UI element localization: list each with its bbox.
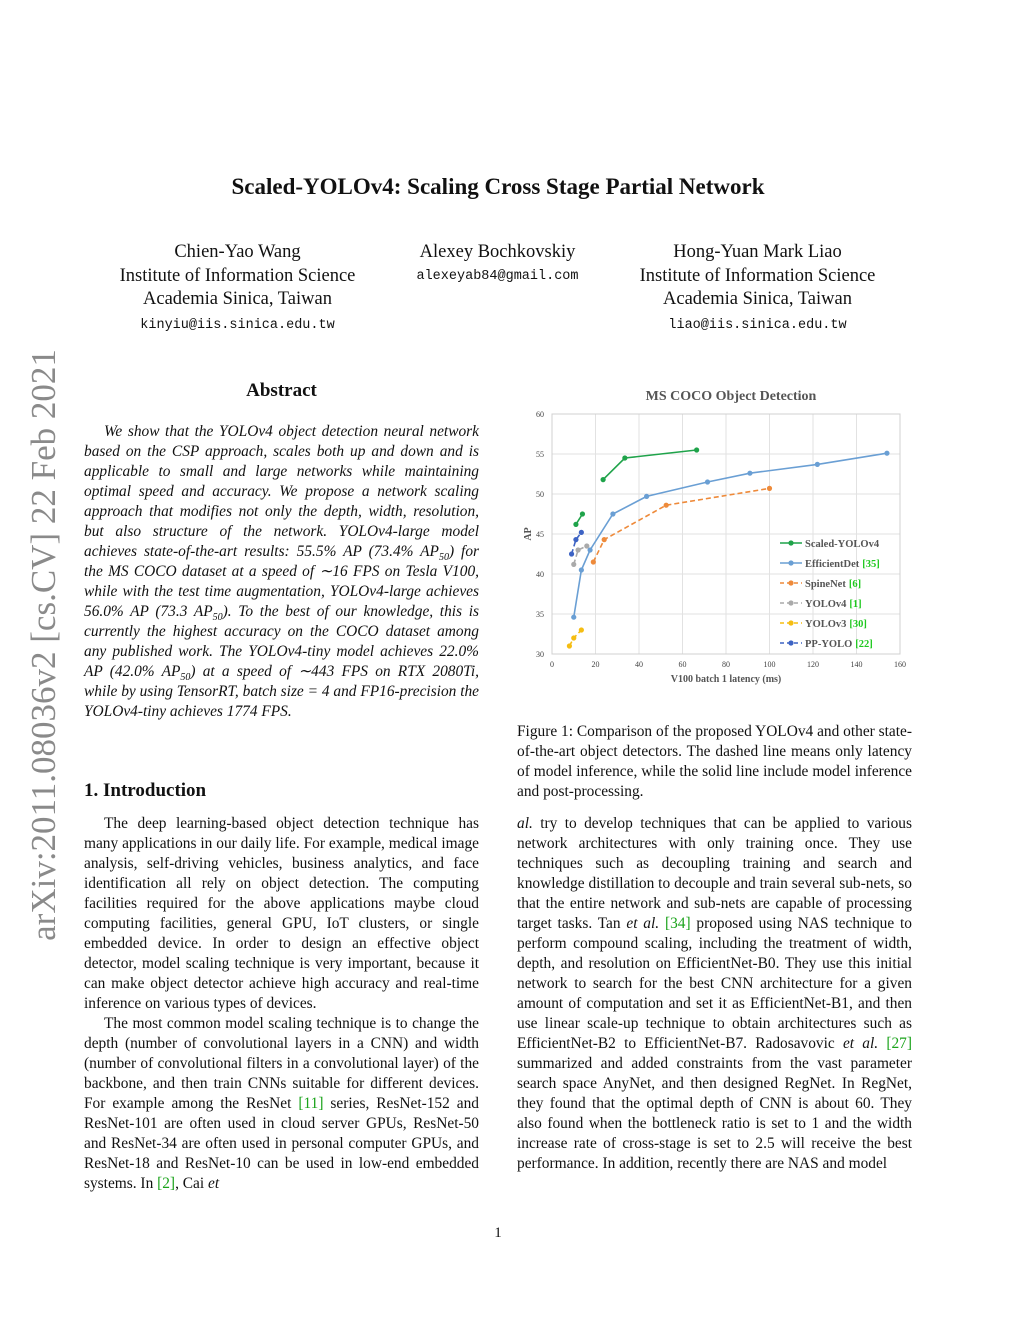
y-tick-label: 50 <box>536 490 544 499</box>
text-run: , Cai <box>175 1175 208 1192</box>
text-run: al. <box>517 815 533 832</box>
legend-entry <box>805 619 867 630</box>
y-axis-label: AP <box>523 527 534 541</box>
x-tick-label: 40 <box>635 660 643 669</box>
x-tick-label: 20 <box>591 660 600 669</box>
intro-left-column <box>84 814 479 1194</box>
legend-marker <box>788 580 793 585</box>
author-2 <box>390 241 605 288</box>
citation-link[interactable]: [34] <box>664 915 691 932</box>
text-run: et <box>207 1175 220 1192</box>
author-affiliation: Institute of Information Science <box>639 265 876 286</box>
data-point <box>573 522 578 527</box>
section-heading-introduction: 1. Introduction <box>84 780 207 801</box>
legend-citation[interactable]: [30] <box>849 619 867 630</box>
author-affiliation: Institute of Information Science <box>119 265 356 286</box>
legend-label: EfficientDet <box>805 559 860 570</box>
y-tick-label: 35 <box>536 610 544 619</box>
x-axis-label: V100 batch 1 latency (ms) <box>670 674 782 685</box>
text-run: The most common model scaling technique is to change the depth (number of convolutional layers in a CNN) and width (number of convolutional filters in a convolutional layer) of the backbone, and then train CNNs suitable for different devices. For example among the ResNet <box>84 1015 479 1112</box>
x-tick-label: 160 <box>894 660 906 669</box>
legend-label: YOLOv4 <box>805 599 847 610</box>
x-tick-label: 120 <box>807 660 819 669</box>
text-run: series, ResNet-152 and ResNet-101 are often used in cloud server GPUs, ResNet-50 and ResNet-34 are often used in personal computer GPUs, and ResNet-18 and ResNet-10 can be used in low-end embedded systems. In <box>84 1095 479 1192</box>
author-3 <box>620 241 895 337</box>
text-run: The deep learning-based object detection technique has many applications in our daily life. For example, medical image analysis, self-driving vehicles, business analytics, and face identification all rely on object detection. The computing facilities required for the above applications maybe cloud computing facilities, general GPU, IoT clusters, or single embedded device. In order to design an effective object detector, model scaling technique is very important, because it can make object detector achieve high accuracy and real-time inference on various types of devices. <box>84 815 479 1012</box>
author-email[interactable]: alexeyab84@gmail.com <box>416 268 579 284</box>
x-tick-label: 140 <box>850 660 863 669</box>
legend-label: PP-YOLO <box>805 639 853 650</box>
author-affiliation: Academia Sinica, Taiwan <box>143 289 332 309</box>
data-point <box>601 477 606 482</box>
legend-entry <box>805 599 862 610</box>
data-point <box>579 627 584 632</box>
data-point <box>571 562 576 567</box>
arxiv-stamp: arXiv:2011.08036v2 [cs.CV] 22 Feb 2021 <box>24 349 63 941</box>
legend-citation[interactable]: [35] <box>862 559 880 570</box>
text-run: ) for the MS COCO dataset at a speed of ∼16 FPS on Tesla V100, while with the test time augmentation, YOLOv4-large achieves 56.0% AP (73.3 AP <box>84 543 480 620</box>
figure-caption: Figure 1: Comparison of the proposed YOLOv4 and other state-of-the-art object detectors. The dashed line means only latency of model inference, while the solid line include model inference and post-processing. <box>517 723 912 800</box>
legend-marker <box>788 540 793 545</box>
y-tick-label: 45 <box>536 530 544 539</box>
data-point <box>694 447 699 452</box>
legend-marker <box>788 600 793 605</box>
data-point <box>767 486 772 491</box>
data-point <box>602 537 607 542</box>
text-run: summarized and added constraints from the vast parameter search space AnyNet, and then designed RegNet. In RegNet, they found that the optimal depth of CNN is about 60. They also found when the bottleneck ratio is set to 1 and the width increase rate of cross-stage is set to 2.5 will receive the best performance. In addition, recently there are NAS and model <box>517 1055 912 1172</box>
series-line-spinenet <box>593 488 769 562</box>
text-run: ) at a speed of ∼443 FPS on RTX 2080Ti, while by using TensorRT, batch size = 4 and FP16-precision the YOLOv4-tiny achieves 1774 FPS. <box>84 663 480 720</box>
data-point <box>569 551 574 556</box>
legend-entry <box>805 579 861 590</box>
x-tick-label: 0 <box>550 660 554 669</box>
x-tick-label: 100 <box>763 660 776 669</box>
data-point <box>610 511 615 516</box>
data-point <box>587 547 592 552</box>
text-run: 50 <box>180 672 191 684</box>
author-name: Hong-Yuan Mark Liao <box>673 242 842 262</box>
text-run: 50 <box>438 552 449 564</box>
data-point <box>579 567 584 572</box>
data-point <box>705 479 710 484</box>
y-tick-label: 55 <box>536 450 544 459</box>
legend-entry <box>805 639 873 650</box>
text-run: et al. <box>842 1035 879 1052</box>
author-name: Chien-Yao Wang <box>174 242 301 262</box>
y-tick-label: 40 <box>536 570 544 579</box>
data-point <box>571 635 576 640</box>
data-point <box>576 547 581 552</box>
figure-1-chart <box>510 380 920 690</box>
text-run: We show that the YOLOv4 object detection neural network based on the CSP approach, scales both up and down and is applicable to small and large networks while maintaining optimal speed and accuracy. We propose a network scaling approach that modifies not only the depth, width, resolution, but also structure of the network. YOLOv4-large model achieves state-of-the-art results: 55.5% AP (73.4% AP <box>84 423 479 560</box>
data-point <box>644 494 649 499</box>
legend-entry <box>805 539 880 550</box>
legend-citation[interactable]: [6] <box>848 579 862 590</box>
data-point <box>573 537 578 542</box>
abstract-heading: Abstract <box>246 380 317 401</box>
citation-link[interactable]: [27] <box>886 1035 912 1052</box>
data-point <box>579 530 584 535</box>
paragraph <box>84 814 479 1014</box>
y-tick-label: 30 <box>536 650 544 659</box>
author-affiliation: Academia Sinica, Taiwan <box>663 289 852 309</box>
author-1 <box>100 241 375 337</box>
y-tick-label: 60 <box>536 410 544 419</box>
legend-marker <box>788 640 793 645</box>
data-point <box>571 615 576 620</box>
citation-link[interactable]: [2] <box>157 1175 176 1192</box>
author-name: Alexey Bochkovskiy <box>419 242 576 262</box>
data-point <box>884 451 889 456</box>
author-email[interactable]: kinyiu@iis.sinica.edu.tw <box>140 317 335 333</box>
chart-title: MS COCO Object Detection <box>645 389 817 404</box>
data-point <box>567 643 572 648</box>
page-number: 1 <box>494 1225 502 1241</box>
x-tick-label: 80 <box>722 660 730 669</box>
text-run: et al. <box>626 915 660 932</box>
text-run: proposed using NAS technique to perform compound scaling, including the treatment of width, depth, and resolution on EfficientNet-B0. They use this initial network to search for the best CNN architecture for a given amount of computation and set it as EfficientNet-B1, and then use linear scale-up technique to obtain architectures such as EfficientNet-B2 to EfficientNet-B7. Radosavovic <box>517 915 912 1052</box>
legend-label: YOLOv3 <box>805 619 847 630</box>
author-email[interactable]: liao@iis.sinica.edu.tw <box>668 317 847 333</box>
data-point <box>815 462 820 467</box>
legend-label: SpineNet <box>805 579 846 590</box>
data-point <box>664 503 669 508</box>
data-point <box>580 511 585 516</box>
abstract-text <box>84 422 479 722</box>
data-point <box>747 471 752 476</box>
intro-right-column <box>517 814 912 1174</box>
x-tick-label: 60 <box>678 660 687 669</box>
text-run: 50 <box>212 612 223 624</box>
legend-citation[interactable]: [1] <box>849 599 862 610</box>
legend-label: Scaled-YOLOv4 <box>805 539 880 550</box>
data-point <box>584 543 589 548</box>
paper-title: Scaled-YOLOv4: Scaling Cross Stage Partial Network <box>231 174 765 199</box>
text-run: ). To the best of our knowledge, this is currently the highest accuracy on the COCO dataset among any published work. The YOLOv4-tiny model achieves 22.0% AP (42.0% AP <box>84 603 479 680</box>
legend-entry <box>805 559 880 570</box>
paragraph <box>84 1014 479 1194</box>
legend-marker <box>788 560 793 565</box>
data-point <box>591 559 596 564</box>
data-point <box>622 455 627 460</box>
series-line-efficientdet <box>574 453 887 617</box>
citation-link[interactable]: [11] <box>298 1095 324 1112</box>
legend-citation[interactable]: [22] <box>855 639 873 650</box>
text-run: try to develop techniques that can be applied to various network architectures with only training once. They use techniques such as decoupling training and search and knowledge distillation to decouple and train several sub-nets, so that the entire network and sub-nets are capable of processing target tasks. Tan <box>517 815 912 932</box>
legend-marker <box>788 620 793 625</box>
